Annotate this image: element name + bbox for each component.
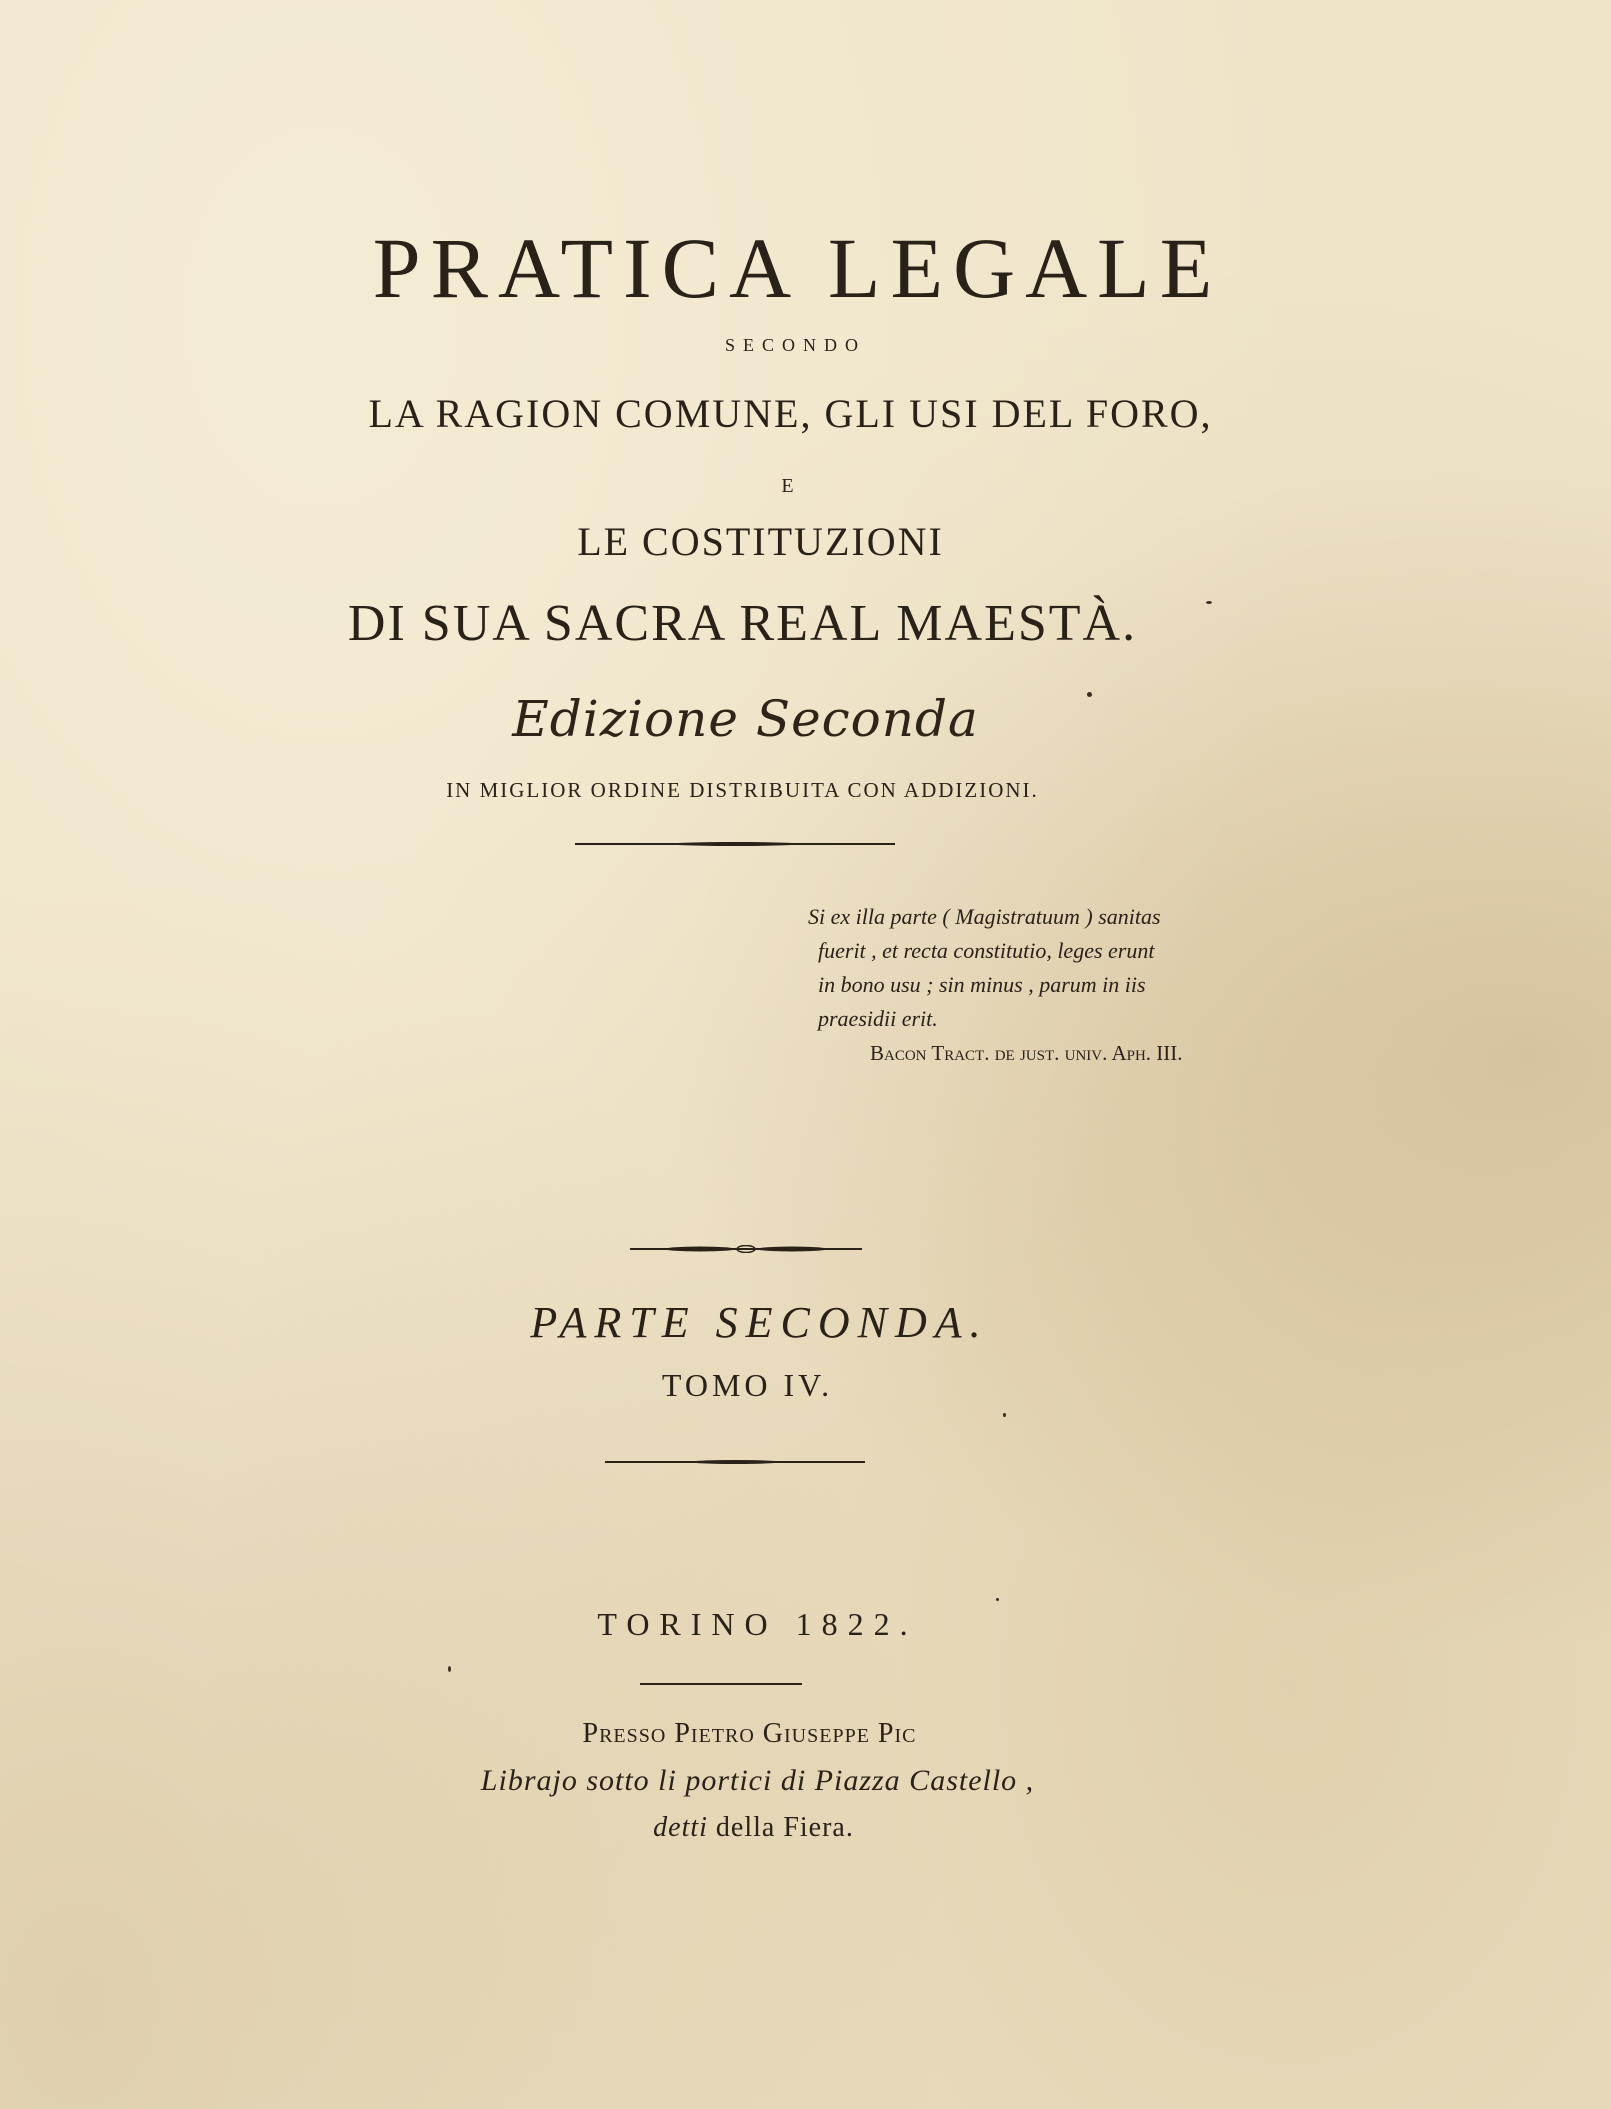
imprint-place-year: TORINO 1822. xyxy=(597,1606,918,1642)
title-line-maesta: DI SUA SACRA REAL MAESTÀ. xyxy=(347,595,1138,652)
imprint-detti-line xyxy=(0,1812,1559,1844)
ink-speck xyxy=(448,1666,451,1672)
epigraph xyxy=(808,900,1288,1070)
epigraph-line: Si ex illa parte ( Magistratuum ) sanitas xyxy=(808,904,1161,929)
book-title: PRATICA LEGALE xyxy=(372,220,1223,316)
ink-speck xyxy=(1206,601,1212,604)
epigraph-line: fuerit , et recta constitutio, leges erunt xyxy=(818,938,1155,963)
epigraph-line: praesidii erit. xyxy=(818,1006,938,1031)
imprint-address: Librajo sotto li portici di Piazza Castello , xyxy=(480,1764,1035,1797)
ink-speck xyxy=(1003,1413,1006,1417)
divider-rule xyxy=(605,1461,865,1463)
imprint-della-fiera: della Fiera. xyxy=(715,1812,854,1843)
handwritten-edition-note: Edizione Seconda xyxy=(512,690,979,748)
title-line-costituzioni: LE COSTITUZIONI xyxy=(577,519,944,564)
imprint-detti: detti xyxy=(653,1812,708,1843)
ornamental-divider xyxy=(630,1245,862,1253)
title-secondo: SECONDO xyxy=(724,335,866,355)
epigraph-line: in bono usu ; sin minus , parum in iis xyxy=(818,972,1146,997)
divider-rule xyxy=(575,843,895,845)
divider-rule xyxy=(640,1683,802,1685)
title-conjunction: E xyxy=(781,475,794,497)
part-heading: PARTE SECONDA. xyxy=(530,1298,989,1347)
imprint-publisher: Presso Pietro Giuseppe Pic xyxy=(582,1718,917,1749)
tome-heading: TOMO IV. xyxy=(661,1367,834,1403)
title-line-ragion: LA RAGION COMUNE, GLI USI DEL FORO, xyxy=(368,391,1213,436)
ink-speck xyxy=(996,1598,999,1601)
epigraph-attribution: Bacon Tract. de just. univ. Aph. III. xyxy=(870,1041,1183,1065)
edition-subtitle: IN MIGLIOR ORDINE DISTRIBUITA CON ADDIZIONI. xyxy=(446,778,1039,802)
ink-speck xyxy=(1087,692,1092,697)
